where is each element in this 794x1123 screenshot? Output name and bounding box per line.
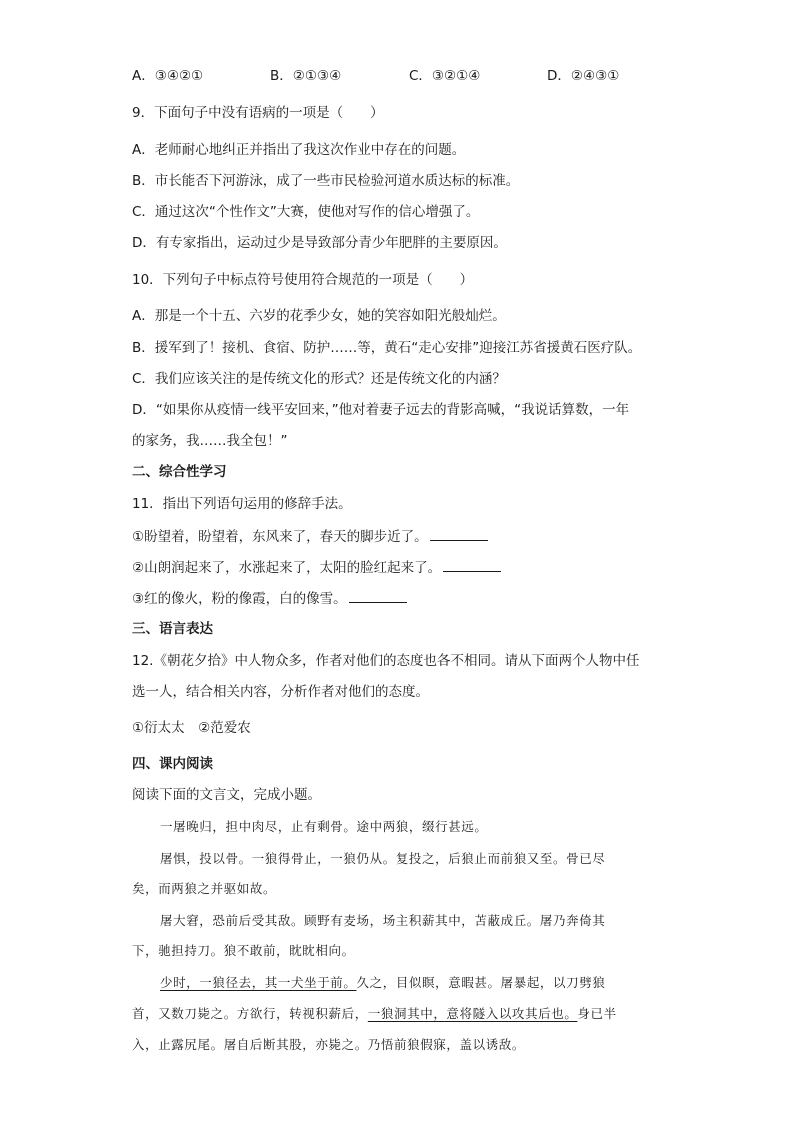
passage-paragraph-2-line2: 矣，而两狼之并驱如故。 [132,881,277,896]
q10-option-d-line2: 的家务，我……我全包！” [132,433,288,449]
q11-sentence-1-text: ①盼望着，盼望着，东风来了，春天的脚步近了。 [132,529,428,545]
answer-blank[interactable] [349,588,407,603]
q9-option-d[interactable]: D．有专家指出，运动过少是导致部分青少年肥胖的主要原因。 [132,235,507,251]
q12-choices: ①衍太太 ②范爱农 [132,720,251,736]
underlined-sentence-2: 一狼洞其中，意将隧入以攻其后也。 [367,1006,578,1021]
section-heading-4: 四、课内阅读 [132,756,213,772]
q11-sentence-2-text: ②山朗润起来了，水涨起来了，太阳的脸红起来了。 [132,560,442,576]
q8-option-d[interactable]: D．②④③① [547,68,620,84]
q11-sentence-3 [132,588,407,609]
q10-option-b[interactable]: B．援军到了！接机、食宿、防护……等，黄石“走心安排”迎接江苏省援黄石医疗队。 [132,340,642,356]
q9-option-c[interactable]: C．通过这次“个性作文”大赛，使他对写作的信心增强了。 [132,204,480,220]
passage-paragraph-4-line2 [132,1004,617,1024]
answer-blank[interactable] [443,557,501,572]
section-heading-2: 二、综合性学习 [132,464,227,480]
q12-stem-line2: 选一人，结合相关内容，分析作者对他们的态度。 [132,684,429,700]
passage-paragraph-4-line1 [160,973,605,993]
q8-option-a[interactable]: A．③④②① [132,68,204,84]
passage-paragraph-3-line1: 屠大窘，恐前后受其敌。顾野有麦场，场主积薪其中，苫蔽成丘。屠乃奔倚其 [160,913,606,928]
q11-sentence-2 [132,557,501,578]
q11-stem: 11．指出下列语句运用的修辞手法。 [132,496,352,512]
answer-blank[interactable] [430,526,488,541]
q9-option-b[interactable]: B．市长能否下河游泳，成了一些市民检验河道水质达标的标准。 [132,173,520,189]
q11-sentence-1 [132,526,488,547]
passage-paragraph-4-line3: 入，止露尻尾。屠自后断其股，亦毙之。乃悟前狼假寐，盖以诱敌。 [132,1037,526,1052]
q10-stem: 10．下列句子中标点符号使用符合规范的一项是（ ） [132,272,474,288]
reading-intro: 阅读下面的文言文，完成小题。 [132,787,321,803]
q10-option-c[interactable]: C．我们应该关注的是传统文化的形式？还是传统文化的内涵？ [132,371,506,387]
passage-paragraph-3-line2: 下，驰担持刀。狼不敢前，眈眈相向。 [132,943,355,958]
passage-text: 身已半 [577,1006,617,1021]
q11-sentence-3-text: ③红的像火，粉的像霞，白的像雪。 [132,591,347,607]
q10-option-d-line1[interactable]: D．“如果你从疫情一线平安回来，”他对着妻子远去的背影高喊，“我说话算数，一年 [132,402,630,418]
underlined-sentence-1: 少时，一狼径去，其一犬坐于前。 [160,975,357,990]
q8-option-c[interactable]: C．③②①④ [409,68,481,84]
q10-option-a[interactable]: A．那是一个十五、六岁的花季少女，她的笑容如阳光般灿烂。 [132,308,506,324]
passage-paragraph-1: 一屠晚归，担中肉尽，止有剩骨。途中两狼，缀行甚远。 [160,819,488,834]
section-heading-3: 三、语言表达 [132,621,213,637]
passage-text: 首，又数刀毙之。方欲行，转视积薪后， [132,1006,368,1021]
passage-text: 久之，目似瞑，意暇甚。屠暴起，以刀劈狼 [356,975,606,990]
q9-stem: 9．下面句子中没有语病的一项是（ ） [132,105,384,121]
q12-stem-line1: 12.《朝花夕拾》中人物众多，作者对他们的态度也各不相同。请从下面两个人物中任 [132,653,640,669]
q8-option-b[interactable]: B．②①③④ [270,68,342,84]
q9-option-a[interactable]: A．老师耐心地纠正并指出了我这次作业中存在的问题。 [132,142,466,158]
passage-paragraph-2-line1: 屠惧，投以骨。一狼得骨止，一狼仍从。复投之，后狼止而前狼又至。骨已尽 [160,851,606,866]
